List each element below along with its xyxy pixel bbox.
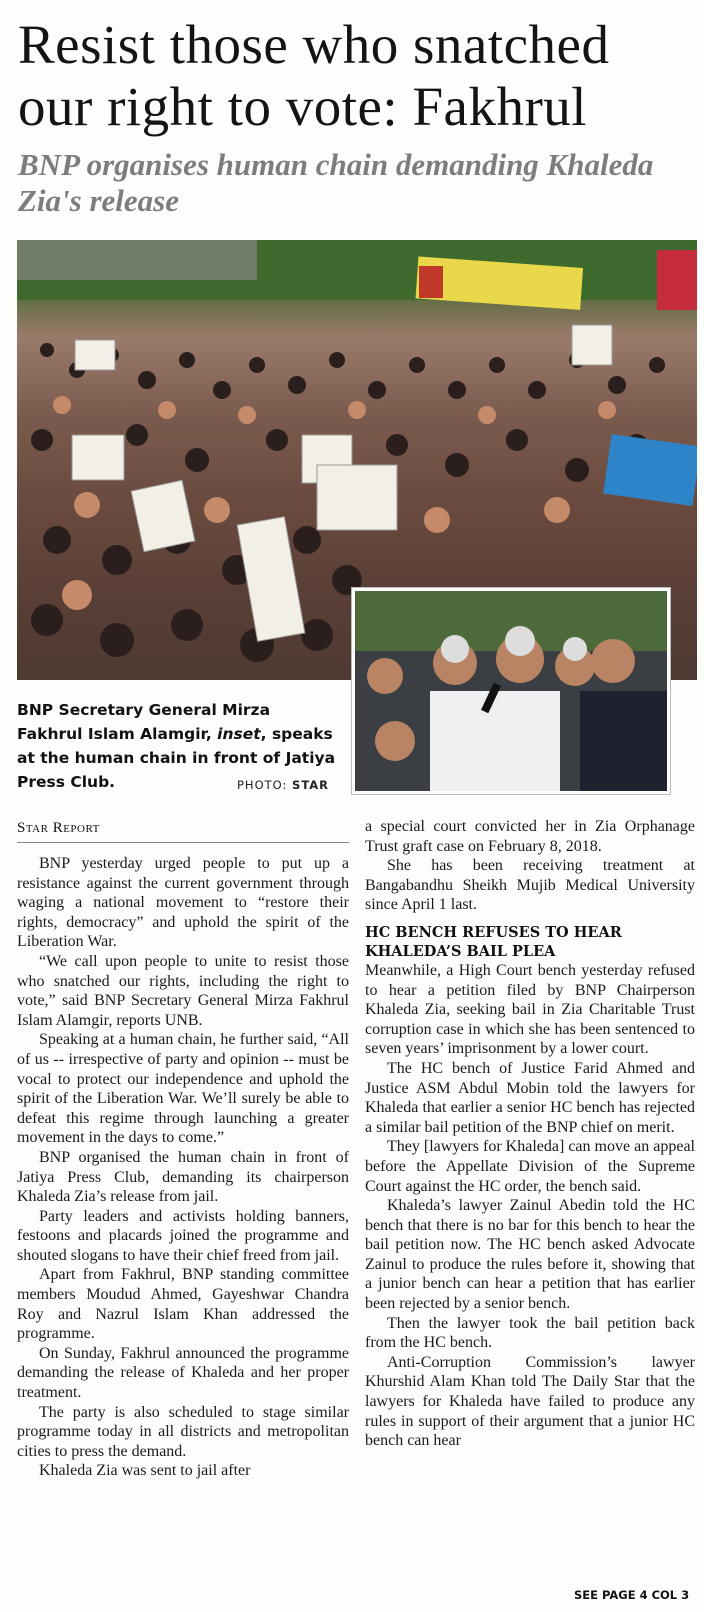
paragraph: Apart from Fakhrul, BNP standing committee members Moudud Ahmed, Gayeshwar Chandra Roy and Nazrul Islam Khan addressed the programme. bbox=[17, 1266, 349, 1343]
paragraph: “We call upon people to unite to resist those who snatched our rights, including the right to vote,” said BNP Secretary General Mirza Fakhrul Islam Alamgir, reports UNB. bbox=[17, 952, 349, 1029]
credit-source: STAR bbox=[292, 778, 330, 792]
paragraph: BNP organised the human chain in front of Jatiya Press Club, demanding its chairperson Khaleda Zia’s release from jail. bbox=[17, 1148, 349, 1206]
paragraph: They [lawyers for Khaleda] can move an appeal before the Appellate Division of the Supreme Court against the HC order, the bench said. bbox=[365, 1138, 695, 1195]
paragraph: The HC bench of Justice Farid Ahmed and Justice ASM Abdul Mobin told the lawyers for Khaleda that earlier a senior HC bench has rejected a similar bail petition of the BNP chief on merit. bbox=[365, 1059, 695, 1136]
speaker-illustration bbox=[355, 591, 667, 791]
paragraph: Meanwhile, a High Court bench yesterday refused to hear a petition filed by BNP Chairperson Khaleda Zia, seeking bail in Zia Charitable Trust corruption case in which she has been sentenced to seven years’ imprisonment by a lower court. bbox=[365, 961, 695, 1058]
paragraph: Anti-Corruption Commission’s lawyer Khurshid Alam Khan told The Daily Star that the lawyers for Khaleda have failed to produce any rules in support of their argument that a junior HC bench can hear bbox=[365, 1353, 695, 1450]
subheadline: BNP organises human chain demanding Khaleda Zia's release bbox=[18, 147, 654, 218]
continuation-jump: SEE PAGE 4 COL 3 bbox=[574, 1588, 690, 1602]
inset-photo bbox=[352, 588, 670, 794]
credit-label: PHOTO: bbox=[237, 778, 288, 792]
caption-text-start: BNP Secretary General Mirza Fakhrul Islam Alamgir, bbox=[17, 701, 271, 743]
article-column-2 bbox=[365, 817, 695, 1451]
paragraph: Khaleda Zia was sent to jail after bbox=[39, 1462, 251, 1480]
headline: Resist those who snatched our right to vote: Fakhrul bbox=[18, 14, 610, 137]
photo-credit bbox=[237, 778, 329, 792]
paragraph: Then the lawyer took the bail petition back from the HC bench. bbox=[365, 1314, 695, 1352]
paragraph: Party leaders and activists holding banners, festoons and placards joined the programme and shouted slogans to have their chief freed from jail. bbox=[17, 1207, 349, 1264]
paragraph: She has been receiving treatment at Bangabandhu Sheikh Mujib Medical University since April 1 last. bbox=[365, 857, 695, 914]
section-subheading: HC BENCH REFUSES TO HEAR KHALEDA’S BAIL PLEA bbox=[365, 923, 622, 960]
byline: Star Report bbox=[17, 820, 100, 836]
paragraph: BNP yesterday urged people to put up a resistance against the current government through waging a national movement to “restore their rights, democracy” and uphold the spirit of the Liberation War. bbox=[17, 855, 349, 951]
paragraph: a special court convicted her in Zia Orphanage Trust graft case on February 8, 2018. bbox=[365, 818, 695, 855]
caption-inset: inset bbox=[217, 725, 261, 743]
byline-rule bbox=[17, 842, 349, 843]
paragraph: Speaking at a human chain, he further said, “All of us -- irrespective of party and opinion -- must be vocal to protect our independence and uphold the spirit of the Liberation War. We’ll surely be able to defeat this regime through launching a greater movement in the days to come.” bbox=[17, 1031, 349, 1147]
paragraph: The party is also scheduled to stage similar programme today in all districts and metropolitan cities to press the demand. bbox=[17, 1403, 349, 1460]
paragraph: Khaleda’s lawyer Zainul Abedin told the HC bench that there is no bar for this bench to hear the bail petition now. The HC bench asked Advocate Zainul to produce the rules before it, showing that a junior bench can hear a petition that has earlier been rejected by a senior bench. bbox=[365, 1197, 695, 1313]
article-column-1 bbox=[17, 854, 349, 1481]
caption-text-end: , speaks at the human chain in front of Jatiya Press Club. bbox=[17, 725, 336, 791]
paragraph: On Sunday, Fakhrul announced the programme demanding the release of Khaleda and her proper treatment. bbox=[17, 1344, 349, 1402]
